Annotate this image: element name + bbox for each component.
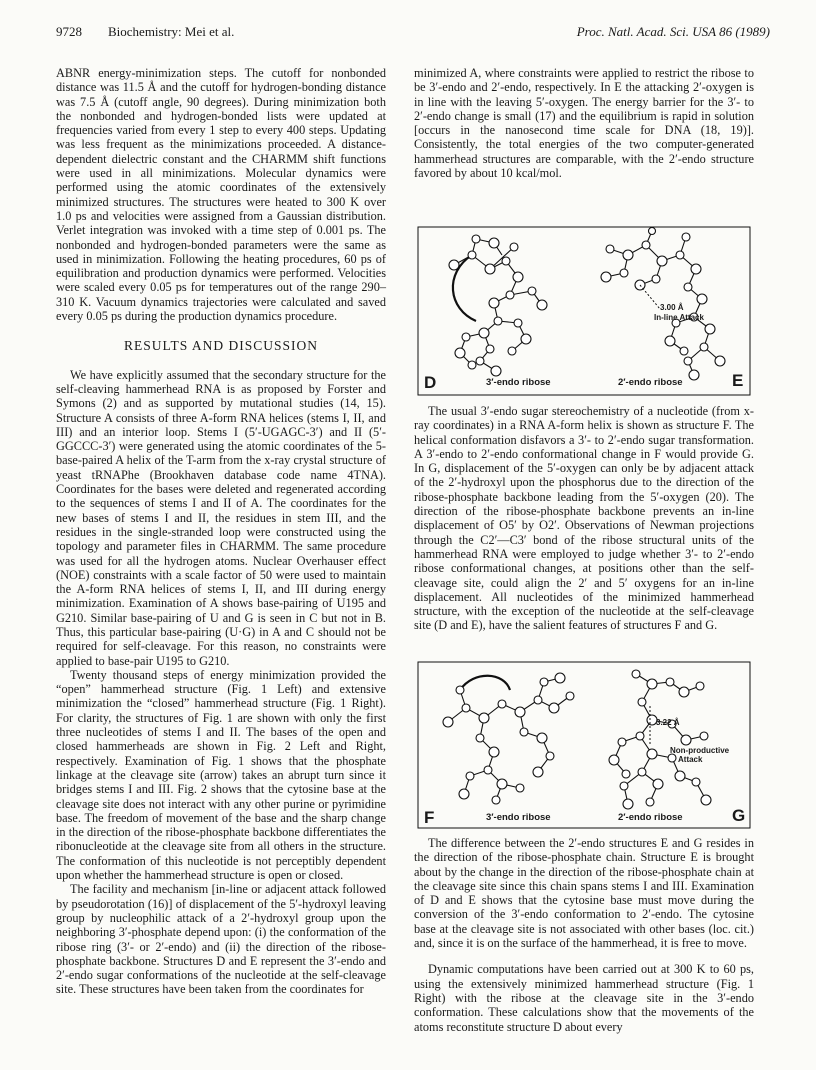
right-paragraph-top: minimized A, where constraints were applied to restrict the ribose to be 3′-endo and 2′-endo, respectively. In E the attacking 2′-oxygen is in line with the leaving 5′-oxygen. The energy barrier for the 3′- to 2′-endo change is small (17) and the equilibrium is rapid in solution [occurs in the nanosecond time scale for DNA (18, 19)]. Consistently, the total energies of the two computer-generated hammerhead structures are comparable, with the 2′-endo structure favored by about 10 kcal/mol. (414, 66, 754, 181)
figure-letter-e: E (732, 371, 744, 390)
caption-2-endo-ribose: 2′-endo ribose (618, 812, 683, 823)
distance-annotation: 3.00 Å (660, 303, 684, 312)
results-paragraph-1: We have explicitly assumed that the secondary structure for the self-cleaving hammerhead RNA is as proposed by Forster and Symons (2) and as supported by mutational studies (14, 15). Structure A consists of three A-form RNA helices (stems I, II, and III) and an interior loop. Stems I (5′-UGAGC-3′) and II (5′-GGCCC-3′) were generated using the atomic coordinates of the 5-base-paired A helix of the T-arm from the x-ray crystal structure of yeast tRNAPhe (Brookhaven database code name 4TNA). Coordinates for the bases were deleted and regenerated according to the sequences of stems I and II of A. The coordinates for the new bases of stems I and II, the residues in stem III, and the residues in the single-stranded loop were constructed using the topology and parameter files in CHARMM. The same procedure was used for all the hydrogen atoms. Nuclear Overhauser effect (NOE) constraints with a scale factor of 50 were used to maintain the A-form RNA helices of stems I, II, and III during energy minimization. Examination of A shows base-pairing of U195 and G210. Similar base-pairing of U and G is seen in C but not in B. Thus, this particular base-pairing (U·G) in A and C should not be required for self-cleavage. For this reason, no constraints were applied to base-pair U195 to G210. (56, 367, 386, 668)
caption-2-endo-ribose: 2′-endo ribose (618, 377, 683, 388)
attack-annotation: In-line Attack (654, 313, 704, 322)
attack-annotation-line-1: Non-productive (670, 746, 730, 755)
right-column-bottom (414, 836, 754, 1034)
figure-de (414, 225, 754, 397)
page-number: 9728 (56, 24, 82, 39)
figure-de-drawing (414, 225, 754, 397)
methods-paragraph: ABNR energy-minimization steps. The cutoff for nonbonded distance was 11.5 Å and the cutoff for hydrogen-bonding distance was 7.5 Å (cutoff angle, 90 degrees). During minimization both the nonbonded and hydrogen-bonded lists were updated at frequencies varied from every 1 step to every 400 steps. Updating was less frequent as the minimizations proceeded. A distance-dependent dielectric constant and the CHARMM shift functions were used in all minimizations. Molecular dynamics were performed using the atomic coordinates of the extensively minimized structures. The structures were heated to 300 K over 1.0 ps and velocities were assigned from a Gaussian distribution. Verlet integration was invoked with a time step of 0.001 ps. The nonbonded and hydrogen-bonded parameters were the same as used in minimization. Following the heating procedures, 60 ps of equilibration and production dynamics were performed. Velocities were scaled every 0.05 ps for temperatures out of the range 290–310 K. Vacuum dynamics trajectories were calculated and saved every 0.05 ps during the production dynamics procedure. (56, 66, 386, 324)
journal-citation: Proc. Natl. Acad. Sci. USA 86 (1989) (576, 24, 770, 39)
figure-letter-g: G (732, 806, 746, 825)
results-paragraph-3: The facility and mechanism [in-line or adjacent attack followed by pseudorotation (16)] of displacement of the 5′-hydroxyl leaving group by nucleophilic attack of a 2′-hydroxyl group upon the neighboring 3′-phosphate depend upon: (i) the conformation of the ribose ring (3′- or 2′-endo) and (ii) the direction of the ribose-phosphate backbone. Structures D and E represent the 3′-endo and 2′-endo sugar conformations of the nucleotide at the self-cleavage site. These structures have been taken from the coordinates for (56, 882, 386, 997)
distance-annotation: 3.22 Å (656, 718, 680, 727)
left-column (56, 66, 386, 997)
running-authors: Biochemistry: Mei et al. (108, 24, 235, 39)
figure-fg (414, 660, 754, 830)
right-paragraph-bottom-1: The difference between the 2′-endo structures E and G resides in the direction of the ribose-phosphate chain. Structure E is brought about by the change in the direction of the ribose-phosphate chain at the cleavage site since this chain spans stems I and III. Examination of D and E shows that the cytosine base must move during the conversion of the 3′-endo conformation to 2′-endo. The cytosine base at the cleavage site is not associated with other bases (loc. cit.) and, since it is on the surface of the hammerhead, it is free to move. (414, 836, 754, 951)
figure-fg-drawing (414, 660, 754, 830)
right-paragraph-bottom-2: Dynamic computations have been carried out at 300 K to 60 ps, using the extensively minimized hammerhead structure (Fig. 1 Right) with the ribose at the cleavage site in the 3′-endo conformation. These calculations show that the movements of the atoms reconstitute structure D about every (414, 962, 754, 1034)
attack-annotation-line-2: Attack (678, 755, 703, 764)
figure-letter-f: F (424, 808, 435, 827)
right-column-middle (414, 404, 754, 633)
paragraph-gap (414, 950, 754, 962)
results-paragraph-2: Twenty thousand steps of energy minimization provided the “open” hammerhead structure (Fig. 1 Left) and extensive minimization the “closed” hammerhead structure (Fig. 1 Right). For clarity, the structures of Fig. 1 are shown with only the first three nucleotides of stems I and II. The bases of the open and closed hammerheads are shown in Fig. 2 Left and Right, respectively. Examination of Fig. 1 shows that the phosphate linkage at the cleavage site (arrow) takes an abrupt turn since it bridges stems I and III. Fig. 2 shows that the cytosine base at the cleavage site does not interact with any other purine or pyrimidine base. The freedom of movement of the base and the sharp change in the direction of the ribose-phosphate backbone differentiates the ribonucleotide at the cleavage site from all others in the structure. The conformation of this nucleotide is not perceptibly dependent upon whether the hammerhead structure is open or closed. (56, 667, 386, 883)
running-header (56, 24, 770, 44)
figure-letter-d: D (424, 373, 437, 392)
right-paragraph-middle: The usual 3′-endo sugar stereochemistry of a nucleotide (from x-ray coordinates) in a RNA A-form helix is shown as structure F. The helical conformation disfavors a 3′- to 2′-endo sugar transformation. A 3′-endo to 2′-endo conformational change in F would provide G. In G, displacement of the 5′-oxygen can only be by adjacent attack of the 2′-hydroxyl upon the phosphorus due to the direction of the ribose-phosphate backbone leading from the 5′-oxygen (20). The direction of the ribose-phosphate backbone prevents an in-line displacement of O5′ by O2′. Observations of Newman projections through the C2′—C3′ bond of the ribose structural units of the hammerhead RNA were employed to judge whether 3′- to 2′-endo ribose conformational changes, at positions other than the self-cleavage site, could align the 2′ and 5′ oxygens for an in-line displacement. All nucleotides of the minimized hammerhead structure, with the exception of the nucleotide at the self-cleavage site (D and E), have the salient features of structures F and G. (414, 404, 754, 633)
caption-3-endo-ribose: 3′-endo ribose (486, 377, 551, 388)
caption-3-endo-ribose: 3′-endo ribose (486, 812, 551, 823)
section-heading: RESULTS AND DISCUSSION (123, 338, 319, 354)
right-column-top (414, 66, 754, 180)
